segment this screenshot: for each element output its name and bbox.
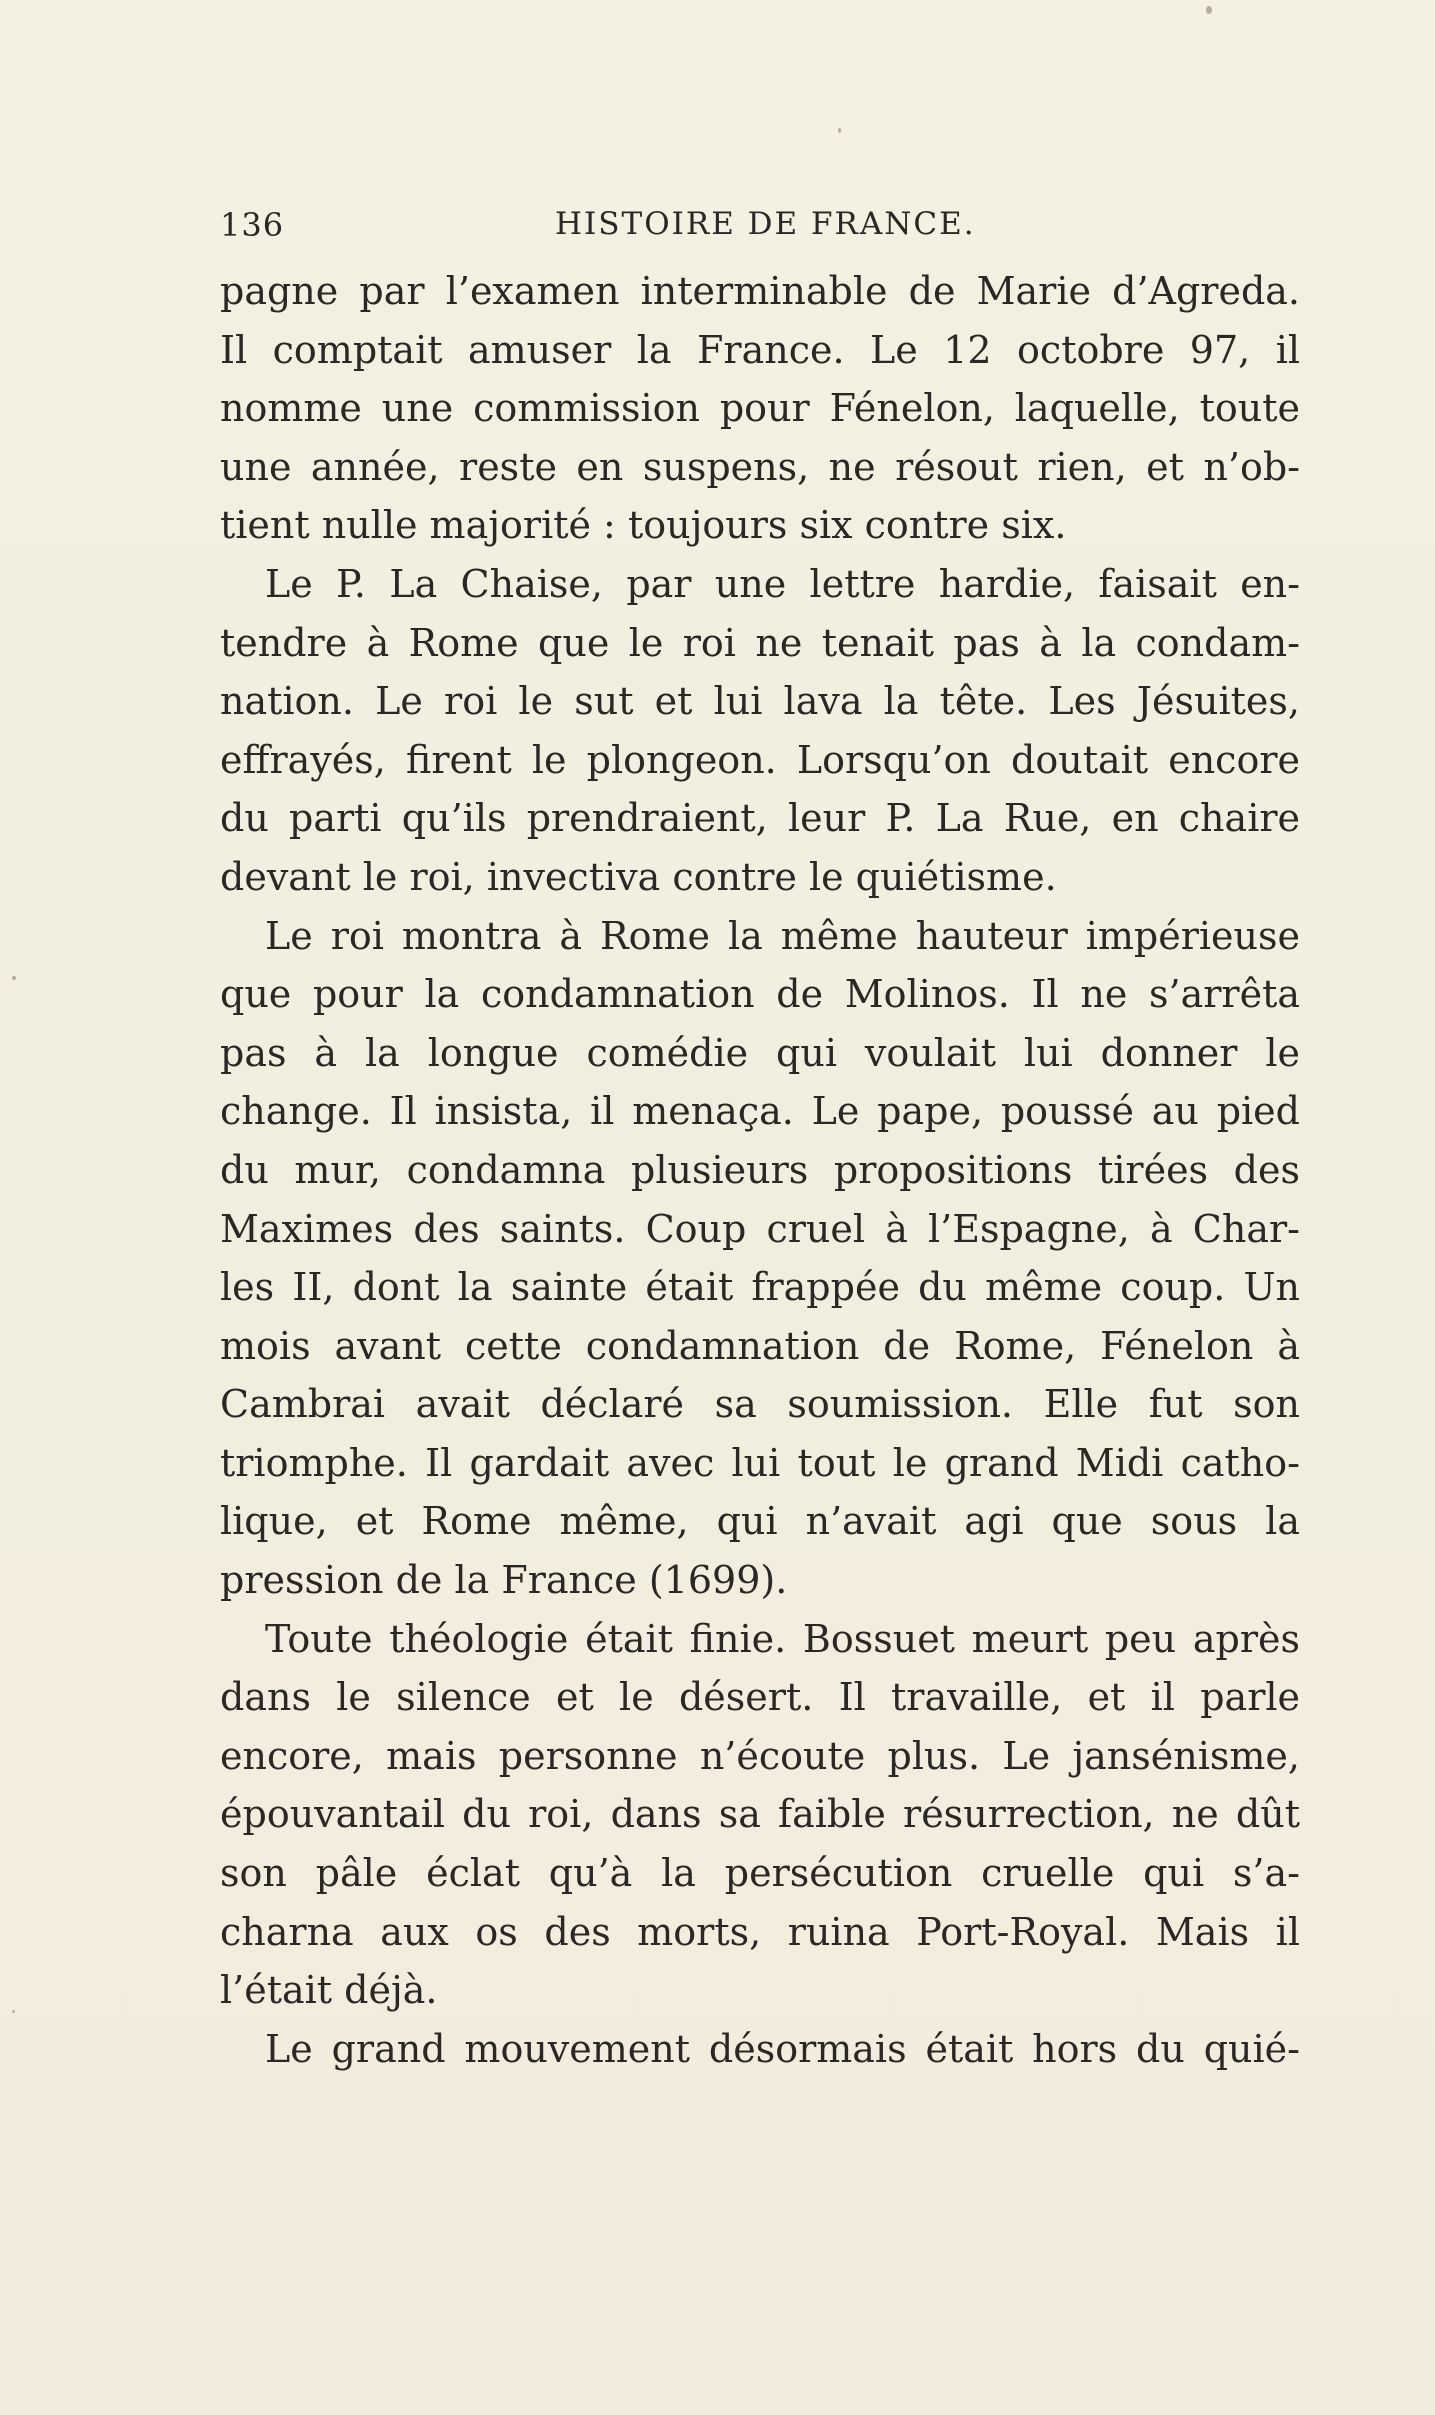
text-line: du parti qu’ils prendraient, leur P. La Rue, en chaire xyxy=(220,796,1300,841)
text-line: l’était déjà. xyxy=(220,1968,438,2013)
paper-speck xyxy=(1206,6,1212,14)
text-line: pagne par l’examen interminable de Marie d’Agreda. xyxy=(220,269,1300,313)
text-line: Il comptait amuser la France. Le 12 octobre 97, il xyxy=(220,327,1300,372)
text-line: son pâle éclat qu’à la persécution cruelle qui s’a- xyxy=(220,1851,1300,1896)
text-line: que pour la condamnation de Molinos. Il ne s’arrêta xyxy=(220,972,1300,1017)
text-line: triomphe. Il gardait avec lui tout le grand Midi catho- xyxy=(220,1440,1300,1485)
text-line: les II, dont la sainte était frappée du même coup. Un xyxy=(220,1265,1300,1310)
text-line: du mur, condamna plusieurs propositions tirées des xyxy=(220,1147,1300,1192)
text-line: Cambrai avait déclaré sa soumission. Elle fut son xyxy=(220,1382,1300,1427)
running-title: HISTOIRE DE FRANCE. xyxy=(555,206,976,242)
text-line: une année, reste en suspens, ne résout rien, et n’ob- xyxy=(220,444,1300,489)
text-line: devant le roi, invectiva contre le quiétisme. xyxy=(220,854,1057,899)
text-line: nation. Le roi le sut et lui lava la tête. Les Jésuites, xyxy=(220,679,1300,724)
text-line: encore, mais personne n’écoute plus. Le jansénisme, xyxy=(220,1733,1300,1778)
text-line: tient nulle majorité : toujours six contre six. xyxy=(220,503,1067,548)
page-number: 136 xyxy=(220,206,285,244)
text-line: nomme une commission pour Fénelon, laquelle, toute xyxy=(220,386,1300,431)
text-line: effrayés, firent le plongeon. Lorsqu’on doutait encore xyxy=(220,737,1300,782)
text-line: Le grand mouvement désormais était hors du quié- xyxy=(265,2026,1300,2071)
text-line: Toute théologie était finie. Bossuet meurt peu après xyxy=(265,1616,1300,1661)
running-head xyxy=(220,206,1220,256)
text-line: Le P. La Chaise, par une lettre hardie, faisait en- xyxy=(265,561,1300,606)
body-text xyxy=(220,262,1300,2078)
text-line: pression de la France (1699). xyxy=(220,1558,788,1603)
text-line: Le roi montra à Rome la même hauteur impérieuse xyxy=(265,913,1300,958)
text-line: mois avant cette condamnation de Rome, Fénelon à xyxy=(220,1323,1300,1368)
paper-speck xyxy=(12,976,16,980)
text-line: tendre à Rome que le roi ne tenait pas à la condam- xyxy=(220,620,1300,665)
text-line: charna aux os des morts, ruina Port-Royal. Mais il xyxy=(220,1909,1300,1954)
paper-speck xyxy=(12,2010,15,2013)
text-line: lique, et Rome même, qui n’avait agi que sous la xyxy=(220,1499,1300,1544)
paper-speck xyxy=(838,128,841,133)
text-line: Maximes des saints. Coup cruel à l’Espagne, à Char- xyxy=(220,1206,1300,1251)
text-line: épouvantail du roi, dans sa faible résurrection, ne dût xyxy=(220,1792,1300,1837)
text-line: change. Il insista, il menaça. Le pape, poussé au pied xyxy=(220,1089,1300,1134)
text-line: pas à la longue comédie qui voulait lui donner le xyxy=(220,1030,1300,1075)
text-line: dans le silence et le désert. Il travaille, et il parle xyxy=(220,1675,1300,1720)
